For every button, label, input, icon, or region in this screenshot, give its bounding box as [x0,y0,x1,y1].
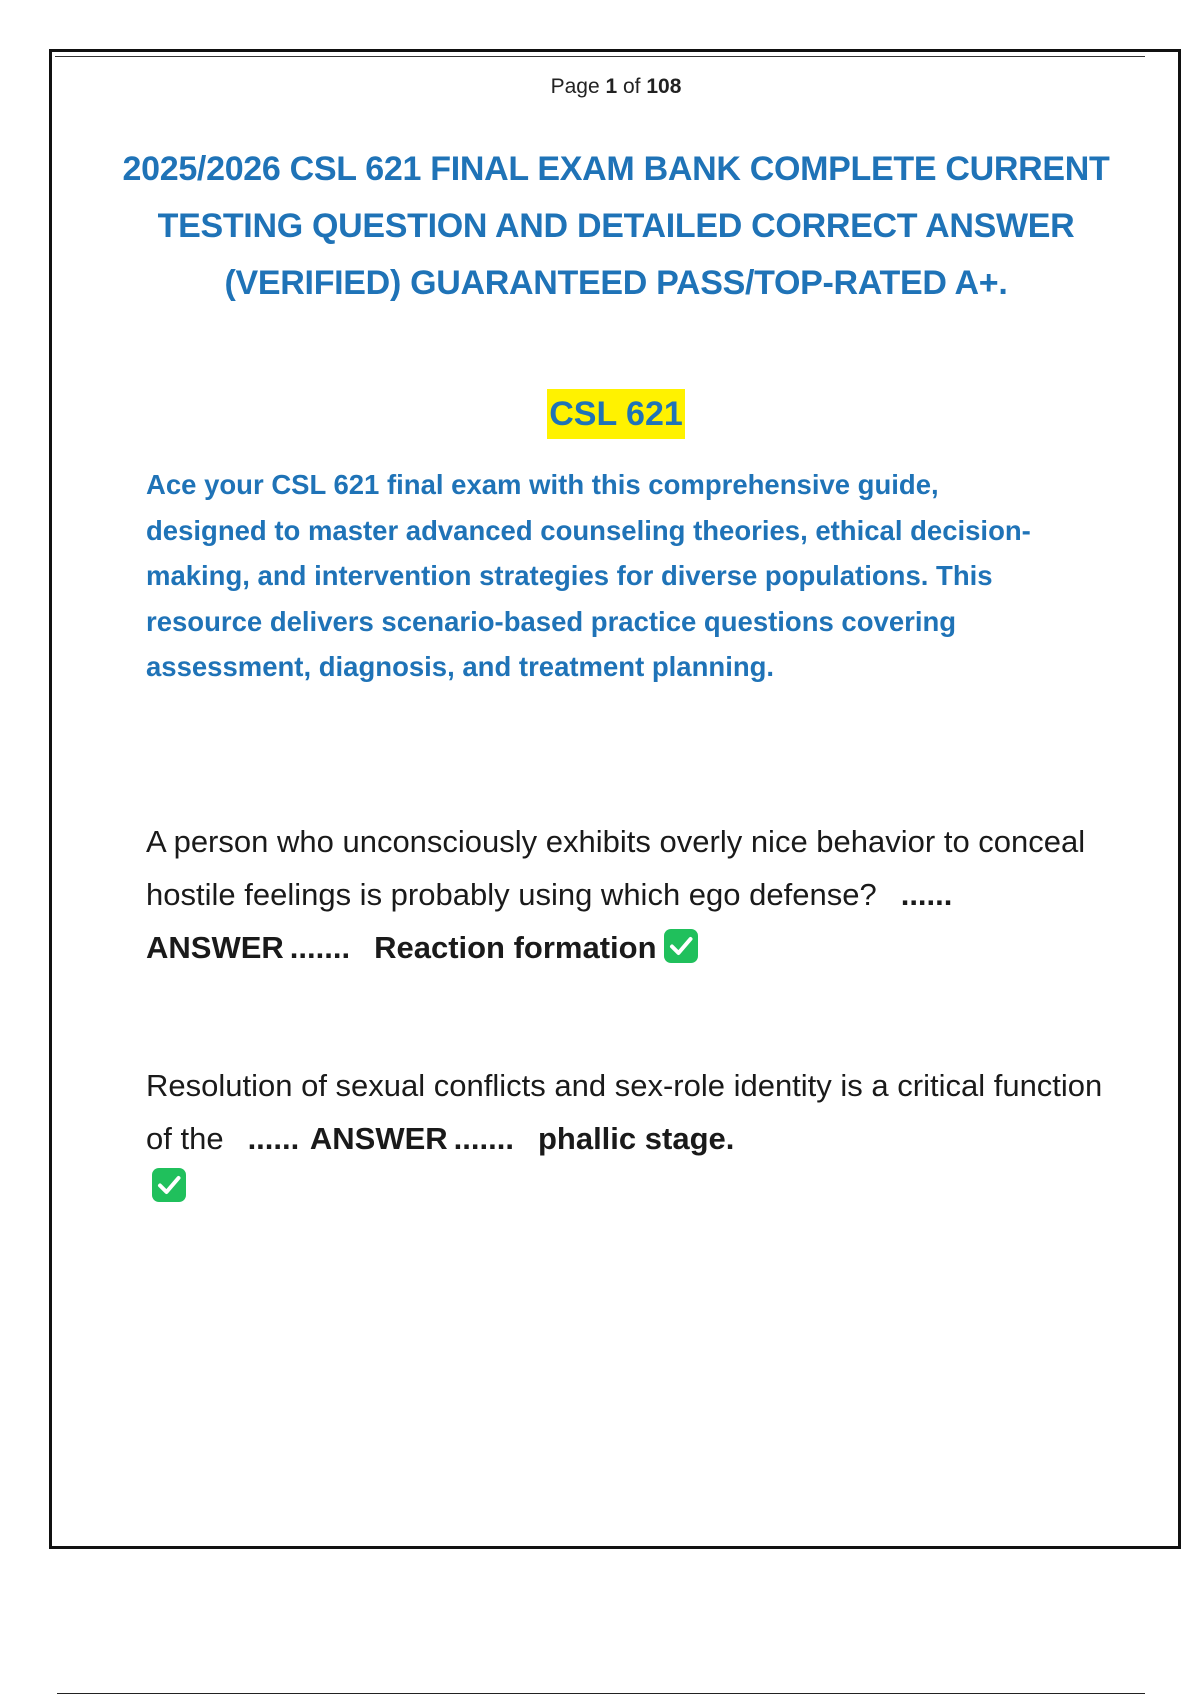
answer-text: Reaction formation [374,930,657,965]
intro-paragraph: Ace your CSL 621 final exam with this comprehensive guide, designed to master advanced counseling theories, ethical decision-making, and intervention strategies for diverse populations. This resource delivers scenario-based practice questions covering assessment, diagnosis, and treatment planning. [146,469,1031,682]
page-of: of [623,75,641,98]
page-current: 1 [605,75,618,98]
course-tag-row [0,389,1200,439]
answer-dots-after: ....... [289,930,351,965]
document-title: 2025/2026 CSL 621 FINAL EXAM BANK COMPLETE CURRENT TESTING QUESTION AND DETAILED CORRECT ANSWER (VERIFIED) GUARANTEED PASS/TOP-RATED A+. [122,150,1110,302]
footer-rule [57,1693,1145,1694]
answer-dots-after: ....... [453,1121,514,1156]
qa-item [146,1059,1106,1203]
answer-label: ANSWER [309,1121,448,1156]
question-text: Resolution of sexual conflicts and sex-role identity is a critical function of the [146,1068,1103,1156]
course-tag: CSL 621 [547,389,685,439]
answer-dots-before: ...... [247,1121,300,1156]
page-number [0,75,1200,99]
answer-text: phallic stage. [537,1121,735,1156]
answer-dots-before: ...... [900,877,953,912]
question-text: A person who unconsciously exhibits overly nice behavior to conceal hostile feelings is probably using which ego defense? [146,824,1086,912]
check-mark-icon [663,928,699,964]
check-mark-icon [151,1167,187,1203]
page-total: 108 [646,75,682,98]
qa-item [146,815,1106,974]
page-word: Page [550,75,600,98]
answer-label: ANSWER [146,930,284,965]
header-rule [55,56,1145,57]
